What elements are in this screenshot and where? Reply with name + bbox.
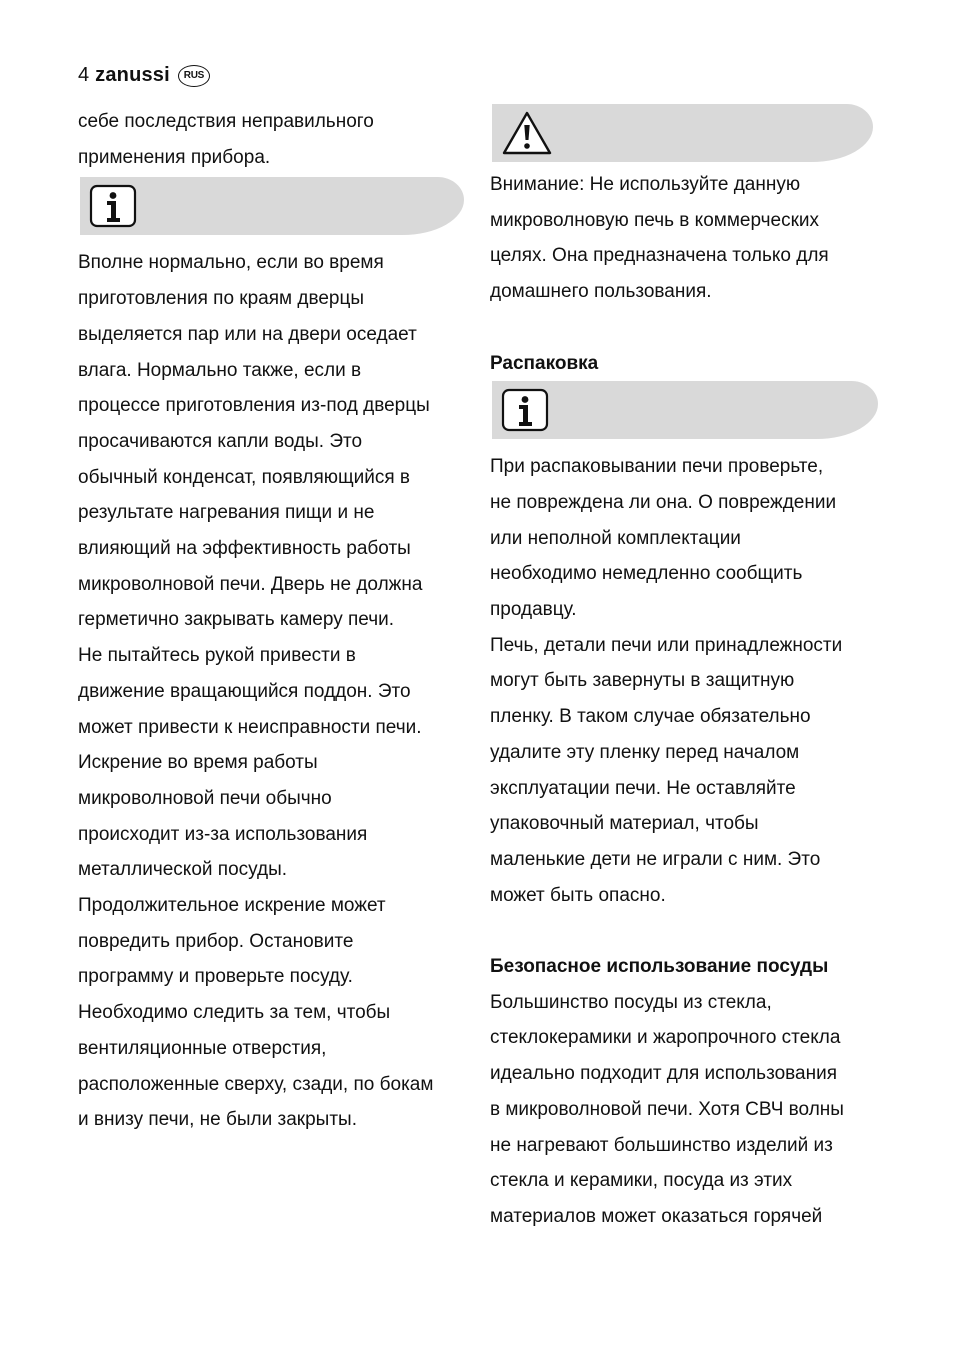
spacer [490, 310, 880, 346]
body-line: программу и проверьте посуду. [78, 966, 353, 988]
warning-line: Внимание: Не используйте данную [490, 174, 801, 195]
cookware-line: в микроволновой печи. Хотя СВЧ волны [490, 1098, 844, 1120]
unpacking-line: эксплуатации печи. Не оставляйте [490, 777, 796, 799]
intro-line: себе последствия неправильного [78, 111, 374, 132]
warning-line: микроволновую печь в коммерческих [490, 209, 820, 231]
unpacking-line: удалите эту пленку перед началом [490, 741, 800, 763]
cookware-line: не нагревают большинство изделий из [490, 1134, 833, 1156]
body-line: Вполне нормально, если во время [78, 252, 384, 274]
body-line: расположенные сверху, сзади, по бокам [78, 1073, 434, 1095]
unpacking-line: или неполной комплектации [490, 527, 741, 549]
cookware-heading: Безопасное использование посуды [490, 956, 829, 978]
body-line: Необходимо следить за тем, чтобы [78, 1002, 391, 1024]
info-note-bar [80, 177, 464, 235]
intro-line: применения прибора. [78, 146, 271, 168]
page-number: 4 [78, 64, 90, 86]
body-line: результате нагревания пищи и не [78, 502, 375, 524]
body-line: влага. Нормально также, если в [78, 359, 362, 381]
language-badge: RUS [178, 65, 210, 87]
warning-triangle-icon [500, 109, 554, 157]
unpacking-line: не повреждена ли она. О повреждении [490, 491, 837, 513]
body-line: герметично закрывать камеру печи. [78, 609, 394, 631]
body-line: микроволновой печи обычно [78, 787, 332, 809]
body-line: металлической посуды. [78, 859, 288, 881]
spacer [490, 913, 880, 949]
cookware-line: идеально подходит для использования [490, 1063, 837, 1085]
warning-line: целях. Она предназначена только для [490, 245, 829, 267]
unpacking-line: продавцу. [490, 599, 577, 621]
body-line: микроволновой печи. Дверь не должна [78, 573, 423, 595]
unpacking-line: необходимо немедленно сообщить [490, 563, 803, 585]
body-line: обычный конденсат, появляющийся в [78, 466, 411, 488]
body-line: процессе приготовления из-под дверцы [78, 395, 430, 417]
info-note-bar [492, 381, 878, 439]
body-line: просачиваются капли воды. Это [78, 430, 363, 452]
cookware-line: Большинство посуды из стекла, [490, 991, 772, 1013]
body-line: вентиляционные отверстия, [78, 1037, 327, 1059]
warning-line: домашнего пользования. [490, 281, 712, 303]
left-column [78, 104, 468, 1138]
body-line: и внизу печи, не были закрыты. [78, 1109, 357, 1131]
body-line: Искрение во время работы [78, 752, 318, 774]
body-line: может привести к неисправности печи. [78, 716, 422, 738]
unpacking-line: маленькие дети не играли с ним. Это [490, 848, 821, 870]
page-header [78, 64, 210, 87]
unpacking-line: При распаковывании печи проверьте, [490, 456, 824, 478]
unpacking-line: Печь, детали печи или принадлежности [490, 634, 843, 656]
unpacking-line: может быть опасно. [490, 884, 666, 906]
cookware-line: материалов может оказаться горячей [490, 1205, 823, 1227]
body-line: повредить прибор. Остановите [78, 930, 354, 952]
unpacking-line: упаковочный материал, чтобы [490, 813, 759, 835]
body-line: Продолжительное искрение может [78, 895, 386, 917]
brand-logo: zanussi [95, 64, 170, 86]
body-line: Не пытайтесь рукой привести в [78, 645, 356, 667]
cookware-line: стекла и керамики, посуда из этих [490, 1170, 793, 1192]
right-column [490, 167, 880, 1235]
info-icon [88, 183, 138, 229]
unpacking-line: пленку. В таком случае обязательно [490, 706, 811, 728]
unpacking-line: могут быть завернуты в защитную [490, 670, 795, 692]
body-line: влияющий на эффективность работы [78, 538, 411, 560]
body-line: приготовления по краям дверцы [78, 288, 365, 310]
unpacking-heading: Распаковка [490, 352, 599, 374]
body-line: движение вращающийся поддон. Это [78, 680, 411, 702]
cookware-line: стеклокерамики и жаропрочного стекла [490, 1027, 841, 1049]
info-icon [500, 387, 550, 433]
body-line: выделяется пар или на двери оседает [78, 323, 417, 345]
warning-note-bar [492, 104, 873, 162]
body-line: происходит из-за использования [78, 823, 368, 845]
